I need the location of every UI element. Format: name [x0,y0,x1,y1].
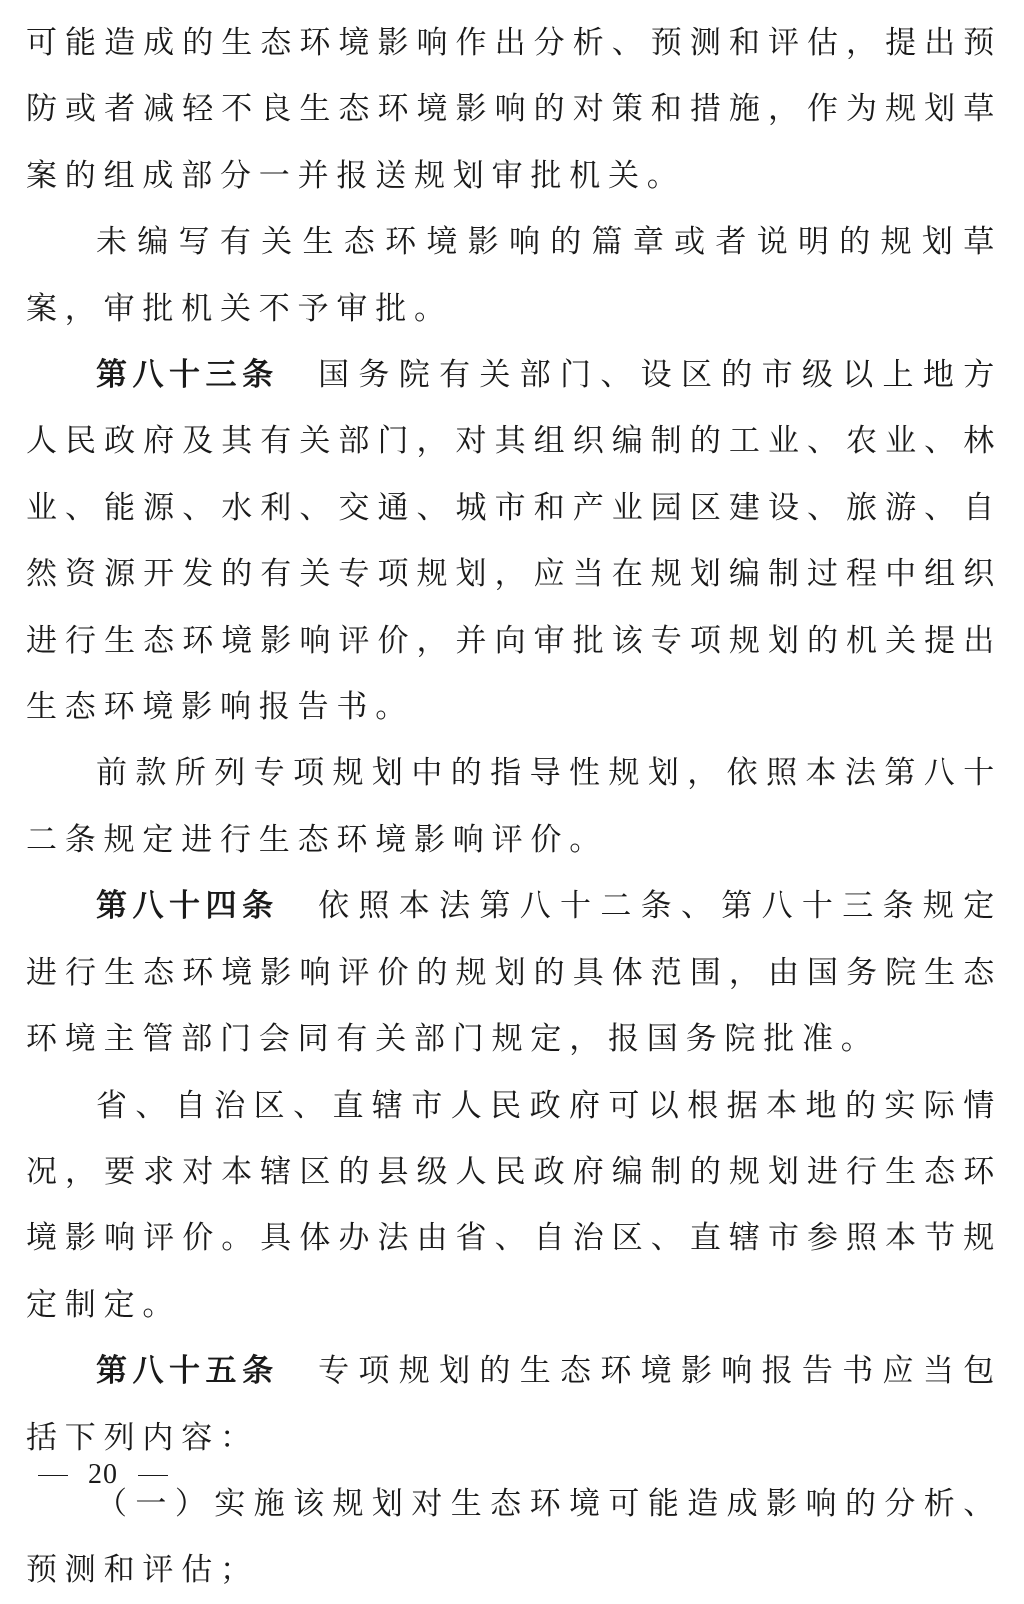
paragraph-continuation [26,10,1002,209]
paragraph-text: 前款所列专项规划中的指导性规划，依照本法第八十二条规定进行生态环境影响评价。 [26,755,1002,858]
article-84 [26,873,1002,1072]
article-83 [26,342,1002,740]
article-number: 第八十四条 [96,888,279,925]
article-number: 第八十五条 [96,1353,279,1390]
page-number: 20 [88,1459,118,1490]
article-85 [26,1338,1002,1471]
paragraph-text: 国务院有关部门、设区的市级以上地方人民政府及其有关部门，对其组织编制的工业、农业、林业、能源、水利、交通、城市和产业园区建设、旅游、自然资源开发的有关专项规划，应当在规划编制过程中组织进行生态环境影响评价，并向审批该专项规划的机关提出生态环境影响报告书。 [26,357,1002,726]
document-body [26,10,1002,1604]
paragraph-text: 依照本法第八十二条、第八十三条规定进行生态环境影响评价的规划的具体范围，由国务院生态环境主管部门会同有关部门规定，报国务院批准。 [26,888,1002,1058]
paragraph-text: 省、自治区、直辖市人民政府可以根据本地的实际情况，要求对本辖区的县级人民政府编制的规划进行生态环境影响评价。具体办法由省、自治区、直辖市参照本节规定制定。 [26,1087,1002,1323]
paragraph [26,1073,1002,1339]
page-footer [38,1457,168,1493]
paragraph [26,209,1002,342]
paragraph-text: （一）实施该规划对生态环境可能造成影响的分析、预测和评估； [26,1485,1002,1589]
footer-dash-right [138,1475,168,1476]
paragraph-text: 专项规划的生态环境影响报告书应当包括下列内容： [26,1353,1002,1456]
list-item [26,1471,1002,1604]
footer-dash-left [38,1475,68,1476]
paragraph [26,740,1002,873]
paragraph-text: 可能造成的生态环境影响作出分析、预测和评估，提出预防或者减轻不良生态环境影响的对策和措施，作为规划草案的组成部分一并报送规划审批机关。 [26,25,1002,194]
paragraph-text: 未编写有关生态环境影响的篇章或者说明的规划草案，审批机关不予审批。 [26,224,1002,327]
article-number: 第八十三条 [96,357,279,394]
